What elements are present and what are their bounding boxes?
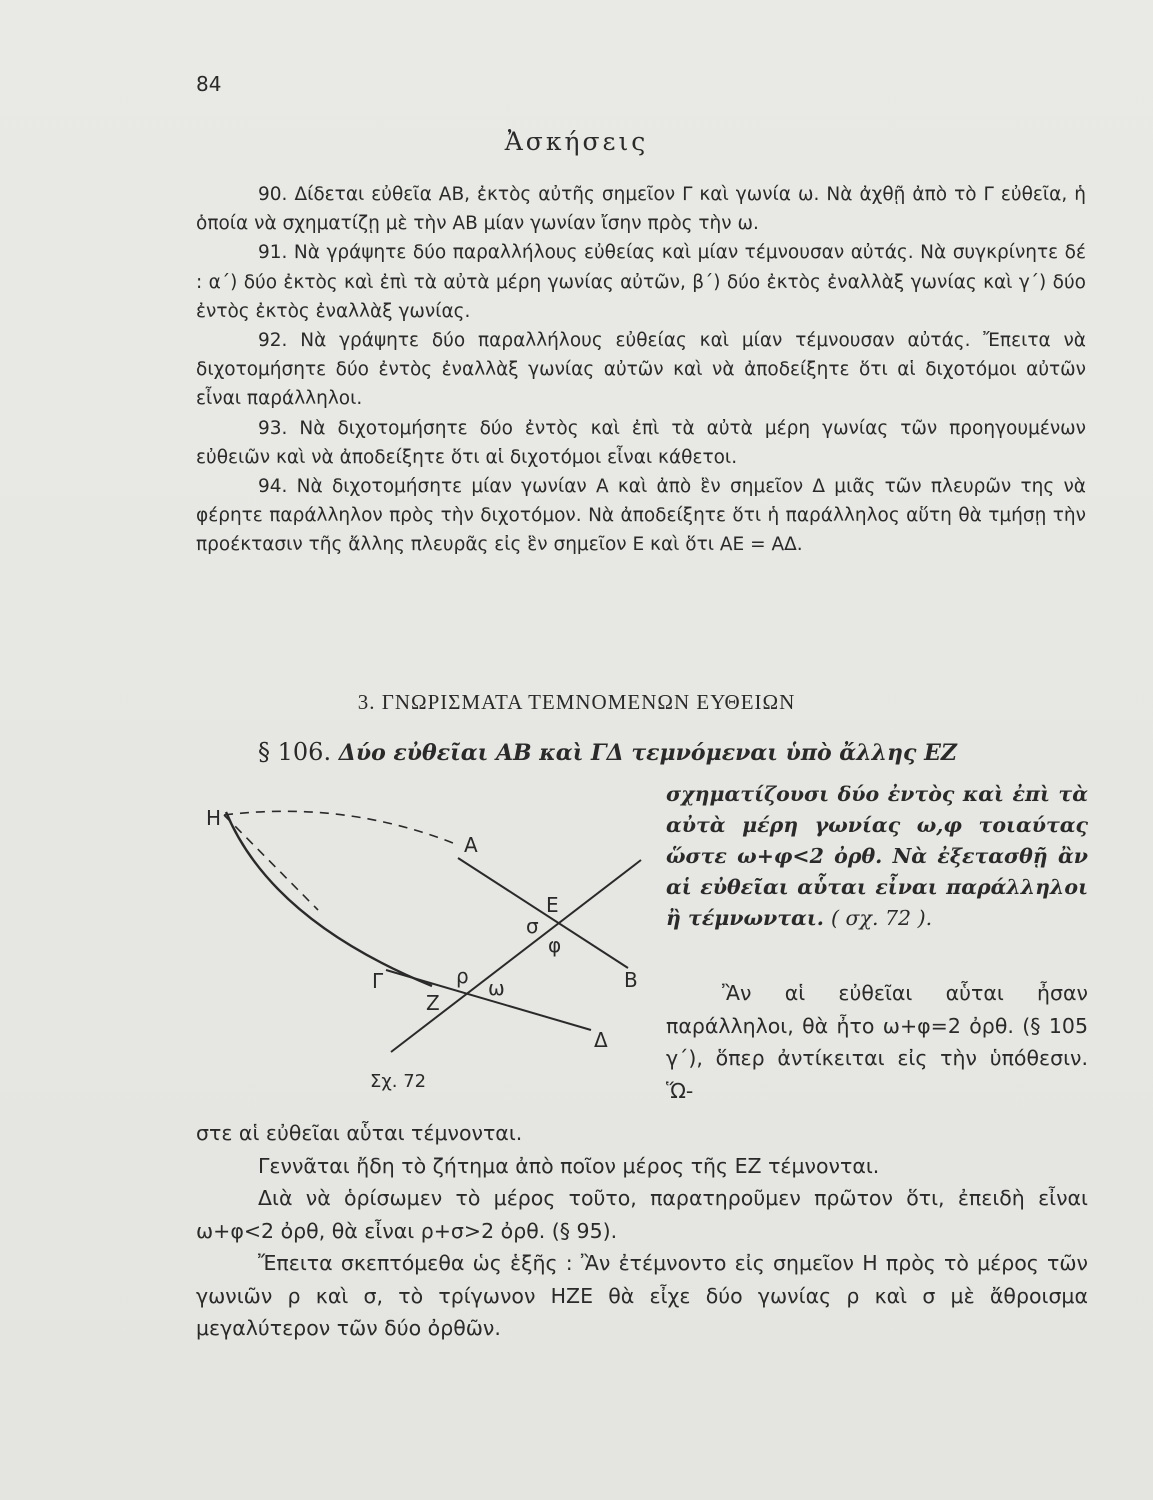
body-text [196, 1117, 1088, 1345]
label-h: Η [206, 806, 222, 830]
line-ab [458, 858, 628, 968]
figure-reference: ( σχ. 72 ). [831, 906, 933, 930]
body-paragraph-4: Ἔπειτα σκεπτόμεθα ὡς ἑξῆς : Ἂν ἐτέμνοντο εἰς σημεῖον Η πρὸς τὸ μέρος τῶν γωνιῶν ρ καὶ σ, τὸ τρίγωνον ΗΖΕ θὰ εἶχε δύο γωνίας ρ καὶ σ μὲ ἄθροισμα μεγαλύτερον τῶν δύο ὀρθῶν. [196, 1251, 1088, 1340]
label-z: Ζ [426, 991, 440, 1015]
page-number: 84 [196, 72, 222, 96]
exercise-94: 94. Νὰ διχοτομήσητε μίαν γωνίαν Α καὶ ἀπὸ ἓν σημεῖον Δ μιᾶς τῶν πλευρῶν της νὰ φέρητε παράλληλον πρὸς τὴν διχοτόμον. Νὰ ἀποδείξητε ὅτι ἡ παράλληλος αὕτη θὰ τμήσῃ τὴν προέκτασιν τῆς ἄλλης πλευρᾶς εἰς ἓν σημεῖον Ε καὶ ὅτι ΑΕ = ΑΔ. [196, 476, 1086, 556]
proposition-head [258, 738, 1088, 766]
line-ez [391, 860, 641, 1052]
section-title: 3. ΓΝΩΡΙΣΜΑΤΑ ΤΕΜΝΟΜΕΝΩΝ ΕΥΘΕΙΩΝ [357, 690, 796, 714]
body-paragraph-2: Γεννᾶται ἤδη τὸ ζήτημα ἀπὸ ποῖον μέρος τῆς ΕΖ τέμνονται. [258, 1153, 880, 1178]
label-omega: ω [488, 976, 505, 1000]
proof-right-column [666, 977, 1088, 1107]
proposition-continuation [666, 779, 1088, 934]
label-phi: φ [548, 933, 562, 957]
page-heading: Ἀσκήσεις [504, 127, 649, 156]
exercise-90: 90. Δίδεται εὐθεῖα ΑΒ, ἐκτὸς αὐτῆς σημεῖον Γ καὶ γωνία ω. Νὰ ἀχθῇ ἀπὸ τὸ Γ εὐθεῖα, ἡ ὁποία νὰ σχηματίζῃ μὲ τὴν ΑΒ μίαν γωνίαν ἴσην πρὸς τὴν ω. [196, 184, 1086, 235]
dashed-line-h-down [224, 815, 318, 910]
label-rho: ρ [456, 964, 469, 988]
exercise-list [196, 180, 1086, 560]
label-d: Δ [594, 1028, 608, 1052]
label-g: Γ [372, 969, 384, 993]
proposition-number: § 106. [258, 738, 332, 766]
proposition-head-text: Δύο εὐθεῖαι ΑΒ καὶ ΓΔ τεμνόμεναι ὑπὸ ἄλλης ΕΖ [338, 740, 957, 766]
figure-caption: Σχ. 72 [370, 1071, 427, 1092]
label-e: Ε [546, 893, 559, 917]
body-paragraph-1: στε αἱ εὐθεῖαι αὗται τέμνονται. [196, 1121, 523, 1145]
dashed-line-ha [224, 811, 458, 845]
exercise-93: 93. Νὰ διχοτομήσητε δύο ἐντὸς καὶ ἐπὶ τὰ αὐτὰ μέρη γωνίας τῶν προηγουμένων εὐθειῶν καὶ νὰ ἀποδείξητε ὅτι αἱ διχοτόμοι εἶναι κάθετοι. [196, 417, 1086, 468]
label-sigma: σ [526, 914, 539, 938]
figure-72 [196, 790, 666, 1110]
label-b: Β [624, 968, 638, 992]
label-a: Α [464, 833, 478, 857]
exercise-92: 92. Νὰ γράψητε δύο παραλλήλους εὐθείας καὶ μίαν τέμνουσαν αὐτάς. Ἔπειτα νὰ διχοτομήσητε δύο ἐντὸς ἐναλλὰξ γωνίας αὐτῶν καὶ νὰ ἀποδείξητε ὅτι αἱ διχοτόμοι αὐτῶν εἶναι παράλληλοι. [196, 330, 1086, 410]
proposition-text: σχηματίζουσι δύο ἐντὸς καὶ ἐπὶ τὰ αὐτὰ μέρη γωνίας ω,φ τοιαύτας ὥστε ω+φ<2 ὀρθ. Νὰ ἐξετασθῇ ἂν αἱ εὐθεῖαι αὗται εἶναι παράλληλοι ἢ τέμνωνται. [666, 782, 1088, 930]
arc-h-z [226, 812, 432, 986]
exercise-91: 91. Νὰ γράψητε δύο παραλλήλους εὐθείας καὶ μίαν τέμνουσαν αὐτάς. Νὰ συγκρίνητε δέ : α΄) δύο ἐκτὸς καὶ ἐπὶ τὰ αὐτὰ μέρη γωνίας αὐτῶν, β΄) δύο ἐκτὸς ἐναλλὰξ γωνίας καὶ γ΄) δύο ἐντὸς ἐκτὸς ἐναλλὰξ γωνίας. [196, 242, 1086, 322]
proof-paragraph: Ἂν αἱ εὐθεῖαι αὗται ἦσαν παράλληλοι, θὰ ἦτο ω+φ=2 ὀρθ. (§ 105 γ΄), ὅπερ ἀντίκειται εἰς τὴν ὑπόθεσιν. Ὥ- [666, 981, 1088, 1103]
body-paragraph-3: Διὰ νὰ ὁρίσωμεν τὸ μέρος τοῦτο, παρατηροῦμεν πρῶτον ὅτι, ἐπειδὴ εἶναι ω+φ<2 ὀρθ, θὰ εἶναι ρ+σ>2 ὀρθ. (§ 95). [196, 1186, 1088, 1243]
